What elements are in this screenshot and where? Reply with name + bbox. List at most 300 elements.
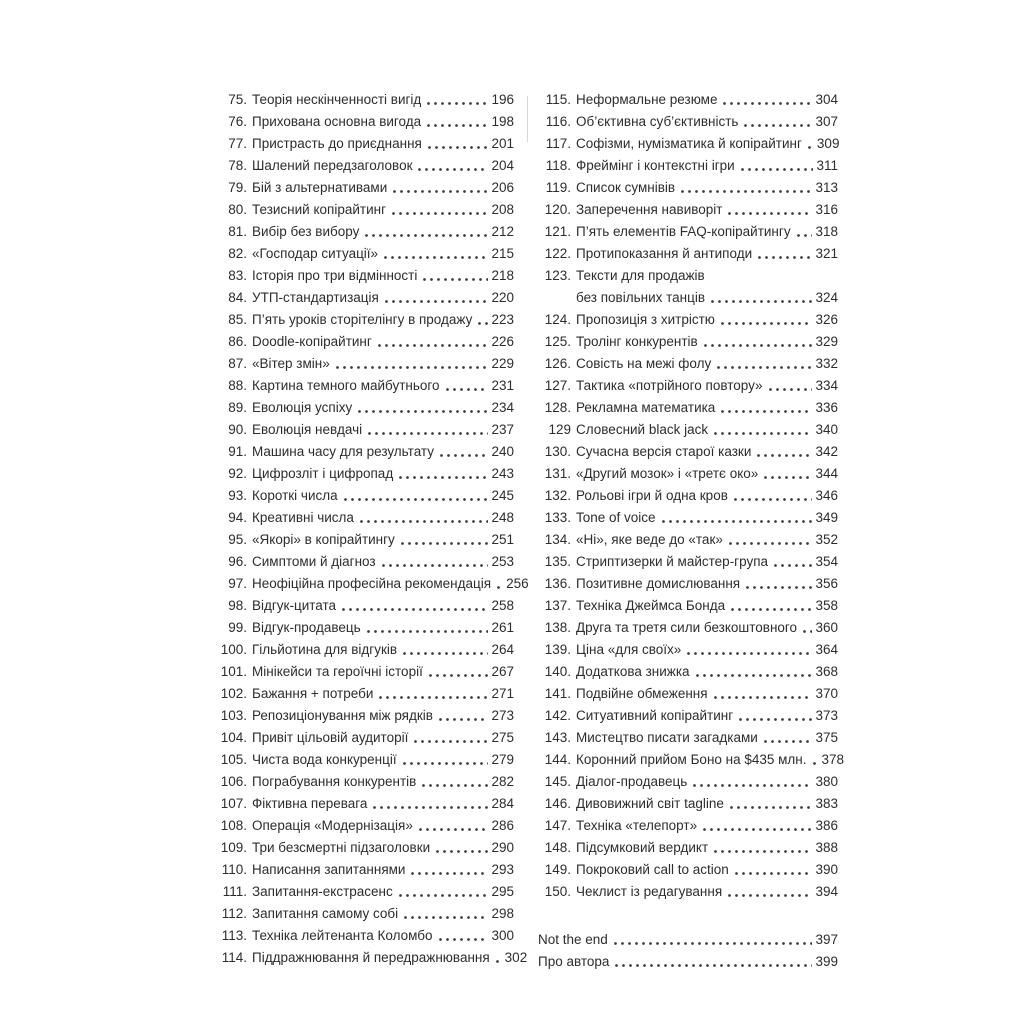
dot-leader <box>399 476 488 479</box>
entry-number: 148. <box>544 840 571 855</box>
entry-title: Совість на межі фолу <box>576 356 712 371</box>
entry-number: 82. <box>228 246 247 261</box>
entry-number: 103. <box>220 708 247 723</box>
entry-number: 79. <box>228 180 247 195</box>
dot-leader <box>411 872 488 875</box>
entry-title: Пристрасть до приєднання <box>252 136 422 151</box>
entry-title: Цифрозліт і цифропад <box>252 466 394 481</box>
dot-leader <box>614 942 813 945</box>
entry-number: 84. <box>228 290 247 305</box>
entry-title: Заперечення навиворіт <box>576 202 723 217</box>
entry-number: 104. <box>220 730 247 745</box>
entry-number: 83. <box>228 268 247 283</box>
toc-entry <box>538 792 838 814</box>
entry-page-number: 397 <box>815 932 838 947</box>
entry-title: Запитання-екстрасенс <box>252 884 393 899</box>
entry-page-number: 286 <box>491 818 514 833</box>
toc-entry <box>214 484 514 506</box>
entry-page-number: 251 <box>491 532 514 547</box>
entry-page-number: 336 <box>815 400 838 415</box>
toc-entry <box>214 726 514 748</box>
entry-number: 140. <box>544 664 571 679</box>
entry-page-number: 212 <box>491 224 514 239</box>
entry-page-number: 383 <box>815 796 838 811</box>
entry-title: Прихована основна вигода <box>252 114 422 129</box>
entry-page-number: 245 <box>491 488 514 503</box>
entry-page-number: 298 <box>491 906 514 921</box>
dot-leader <box>403 762 489 765</box>
toc-entry <box>214 198 514 220</box>
entry-number: 143. <box>544 730 571 745</box>
toc-entry <box>538 374 838 396</box>
entry-page-number: 302 <box>504 950 528 965</box>
toc-entry <box>214 528 514 550</box>
entry-number: 135. <box>544 554 571 569</box>
toc-entry <box>214 286 514 308</box>
dot-leader <box>662 520 813 523</box>
entry-title: Піддражнювання й передражнювання <box>252 950 490 965</box>
dot-leader <box>714 696 813 699</box>
entry-number: 121. <box>544 224 571 239</box>
toc-entry <box>214 352 514 374</box>
entry-number: 109. <box>220 840 247 855</box>
dot-leader <box>446 388 489 391</box>
dot-leader <box>797 234 813 237</box>
toc-entry <box>538 770 838 792</box>
entry-title: Відгук-цитата <box>252 598 337 613</box>
dot-leader <box>439 938 489 941</box>
entry-number: 146. <box>544 796 571 811</box>
entry-title: Тезисний копірайтинг <box>252 202 387 217</box>
dot-leader <box>735 872 813 875</box>
entry-title: Подвійне обмеження <box>576 686 708 701</box>
entry-title: Неофіційна професійна рекомендація <box>252 576 492 591</box>
entry-page-number: 344 <box>815 466 838 481</box>
dot-leader <box>704 344 813 347</box>
entry-page-number: 386 <box>815 818 838 833</box>
entry-title: Пограбування конкурентів <box>252 774 417 789</box>
entry-page-number: 279 <box>491 752 514 767</box>
entry-page-number: 295 <box>491 884 514 899</box>
entry-number: 85. <box>228 312 247 327</box>
entry-number: 149. <box>544 862 571 877</box>
entry-page-number: 340 <box>815 422 838 437</box>
dot-leader <box>764 476 812 479</box>
dot-leader <box>368 432 488 435</box>
entry-number: 114. <box>221 950 247 965</box>
entry-page-number: 229 <box>491 356 514 371</box>
entry-title: «Вітер змін» <box>252 356 330 371</box>
dot-leader <box>385 300 489 303</box>
entry-title: Рекламна математика <box>576 400 716 415</box>
entry-page-number: 264 <box>491 642 514 657</box>
entry-number: 93. <box>228 488 247 503</box>
entry-title: Гільйотина для відгуків <box>252 642 398 657</box>
entry-number: 76. <box>228 114 247 129</box>
entry-page-number: 284 <box>491 796 514 811</box>
toc-entry <box>214 880 514 902</box>
entry-page-number: 275 <box>491 730 514 745</box>
entry-title: Картина темного майбутнього <box>252 378 440 393</box>
entry-page-number: 354 <box>815 554 838 569</box>
dot-leader <box>687 652 812 655</box>
entry-page-number: 218 <box>491 268 514 283</box>
entry-page-number: 399 <box>815 954 838 969</box>
entry-page-number: 198 <box>491 114 514 129</box>
entry-page-number: 370 <box>815 686 838 701</box>
dot-leader <box>764 740 813 743</box>
toc-entry <box>214 902 514 924</box>
entry-page-number: 311 <box>816 158 838 173</box>
toc-entry <box>538 836 838 858</box>
toc-entry <box>214 396 514 418</box>
entry-page-number: 329 <box>815 334 838 349</box>
entry-page-number: 258 <box>491 598 514 613</box>
entry-number: 123. <box>544 268 571 283</box>
toc-entry <box>538 154 838 176</box>
entry-title: Дивовижний світ tagline <box>576 796 724 811</box>
entry-number: 127. <box>544 378 571 393</box>
entry-page-number: 334 <box>815 378 838 393</box>
toc-entry <box>214 858 514 880</box>
toc-entry <box>538 858 838 880</box>
toc-entry <box>214 792 514 814</box>
toc-entry <box>214 440 514 462</box>
toc-entry <box>538 950 838 972</box>
entry-number: 107. <box>220 796 247 811</box>
entry-title: Привіт цільовій аудиторії <box>252 730 409 745</box>
entry-number: 80. <box>228 202 247 217</box>
toc-entry <box>538 242 838 264</box>
entry-title: Покроковий call to action <box>576 862 729 877</box>
entry-title: Бажання + потреби <box>252 686 374 701</box>
dot-leader <box>497 586 503 589</box>
entry-title: Підсумковий вердикт <box>576 840 709 855</box>
toc-entry <box>538 352 838 374</box>
toc-entry <box>214 704 514 726</box>
dot-leader <box>723 102 812 105</box>
dot-leader <box>393 190 488 193</box>
entry-title: «Господар ситуації» <box>252 246 379 261</box>
toc-entry <box>538 286 838 308</box>
entry-page-number: 316 <box>815 202 838 217</box>
toc-entry <box>214 264 514 286</box>
dot-leader <box>427 102 488 105</box>
toc-entry <box>214 616 514 638</box>
toc-entry <box>538 506 838 528</box>
entry-title: Вибір без вибору <box>252 224 360 239</box>
entry-title: Тролінг конкурентів <box>576 334 698 349</box>
toc-entry <box>214 462 514 484</box>
entry-page-number: 313 <box>815 180 838 195</box>
toc-column-right <box>538 88 845 972</box>
entry-title: Бій з альтернативами <box>252 180 388 195</box>
toc-entry <box>214 748 514 770</box>
entry-title: Doodle-копірайтинг <box>252 334 372 349</box>
entry-title: П’ять елементів FAQ-копірайтингу <box>576 224 791 239</box>
entry-number: 117. <box>545 136 571 151</box>
entry-page-number: 234 <box>491 400 514 415</box>
entry-title: Not the end <box>538 932 608 947</box>
entry-title: «Ні», яке веде до «так» <box>576 532 723 547</box>
toc-entry <box>538 396 838 418</box>
dot-leader <box>714 432 812 435</box>
dot-leader <box>711 300 812 303</box>
dot-leader <box>744 124 812 127</box>
entry-page-number: 380 <box>815 774 838 789</box>
entry-title: П’ять уроків сторітелінгу в продажу <box>252 312 473 327</box>
entry-page-number: 324 <box>815 290 838 305</box>
dot-leader <box>384 256 488 259</box>
toc-entry <box>538 264 838 286</box>
toc-entry <box>538 418 838 440</box>
entry-page-number: 321 <box>815 246 838 261</box>
toc-entry <box>214 682 514 704</box>
entry-number: 126. <box>544 356 571 371</box>
dot-leader <box>478 322 488 325</box>
dot-leader <box>731 608 812 611</box>
entry-number: 94. <box>228 510 247 525</box>
entry-number: 139. <box>544 642 571 657</box>
dot-leader <box>714 850 812 853</box>
entry-page-number: 240 <box>491 444 514 459</box>
dot-leader <box>741 168 814 171</box>
dot-leader <box>392 212 488 215</box>
entry-page-number: 375 <box>815 730 838 745</box>
entry-title: Три безсмертні підзаголовки <box>252 840 431 855</box>
entry-title: «Якорі» в копірайтингу <box>252 532 395 547</box>
entry-page-number: 352 <box>815 532 838 547</box>
entry-title: Запитання самому собі <box>252 906 399 921</box>
entry-title: УТП-стандартизація <box>252 290 379 305</box>
entry-title: Фреймінг і контекстні ігри <box>576 158 735 173</box>
toc-entry <box>214 242 514 264</box>
entry-title: Еволюція невдачі <box>252 422 363 437</box>
entry-page-number: 300 <box>491 928 514 943</box>
entry-page-number: 304 <box>815 92 838 107</box>
entry-number: 95. <box>228 532 247 547</box>
toc-entry <box>538 220 838 242</box>
dot-leader <box>382 564 489 567</box>
entry-page-number: 346 <box>815 488 838 503</box>
entry-number: 144. <box>544 752 571 767</box>
entry-number: 98. <box>228 598 247 613</box>
entry-title: Мистецтво писати загадками <box>576 730 758 745</box>
toc-entry <box>214 374 514 396</box>
entry-title: Чиста вода конкуренції <box>252 752 397 767</box>
entry-number: 122. <box>544 246 571 261</box>
toc-entry <box>214 660 514 682</box>
entry-title: Неформальне резюме <box>576 92 718 107</box>
entry-page-number: 206 <box>491 180 514 195</box>
toc-entry <box>538 594 838 616</box>
toc-footer <box>538 928 838 972</box>
entry-page-number: 231 <box>491 378 514 393</box>
dot-leader <box>373 806 488 809</box>
entry-title: Tone of voice <box>576 510 656 525</box>
entry-title: Рольові ігри й одна кров <box>576 488 728 503</box>
entry-page-number: 226 <box>491 334 514 349</box>
entry-number: 150. <box>544 884 571 899</box>
entry-page-number: 220 <box>491 290 514 305</box>
dot-leader <box>615 964 812 967</box>
entry-page-number: 388 <box>815 840 838 855</box>
entry-title: Відгук-продавець <box>252 620 361 635</box>
dot-leader <box>729 542 813 545</box>
entry-title: Об’єктивна суб’єктивність <box>576 114 739 129</box>
entry-page-number: 332 <box>815 356 838 371</box>
toc-entry <box>538 528 838 550</box>
entry-page-number: 390 <box>815 862 838 877</box>
entry-page-number: 253 <box>491 554 514 569</box>
dot-leader <box>429 674 489 677</box>
toc-entry <box>538 330 838 352</box>
dot-leader <box>758 256 812 259</box>
entry-title: Ціна «для своїх» <box>576 642 682 657</box>
entry-number: 88. <box>228 378 247 393</box>
entry-page-number: 208 <box>491 202 514 217</box>
dot-leader <box>336 366 489 369</box>
toc-entry <box>538 176 838 198</box>
entry-page-number: 373 <box>815 708 838 723</box>
toc-entry <box>538 616 838 638</box>
entry-page-number: 204 <box>491 158 514 173</box>
toc-entry <box>538 726 838 748</box>
toc-entry <box>214 924 514 946</box>
entry-number: 87. <box>228 356 247 371</box>
dot-leader <box>358 410 488 413</box>
toc-entry <box>538 748 845 770</box>
toc-entry <box>214 220 514 242</box>
entry-title: Тактика «потрійного повтору» <box>576 378 763 393</box>
entry-title: Протипоказання й антиподи <box>576 246 753 261</box>
dot-leader <box>734 498 813 501</box>
dot-leader <box>403 652 488 655</box>
dot-leader <box>728 894 812 897</box>
entry-title: Машина часу для результату <box>252 444 434 459</box>
entry-number: 115. <box>545 92 571 107</box>
toc-entry <box>538 550 838 572</box>
entry-number: 138. <box>544 620 571 635</box>
entry-number: 75. <box>228 92 247 107</box>
entry-page-number: 394 <box>815 884 838 899</box>
dot-leader <box>717 366 812 369</box>
entry-page-number: 243 <box>491 466 514 481</box>
dot-leader <box>439 718 489 721</box>
entry-title: Про автора <box>538 954 610 969</box>
dot-leader <box>414 740 488 743</box>
entry-number: 118. <box>545 158 571 173</box>
entry-title: Тексти для продажів <box>576 268 705 283</box>
entry-title: Еволюція успіху <box>252 400 353 415</box>
dot-leader <box>419 828 489 831</box>
entry-title: «Другий мозок» і «третє око» <box>576 466 759 481</box>
toc-entry <box>214 946 528 968</box>
entry-number: 112. <box>221 906 247 921</box>
entry-page-number: 248 <box>491 510 514 525</box>
entry-title: Короткі числа <box>252 488 338 503</box>
dot-leader <box>436 850 488 853</box>
toc-entry <box>538 308 838 330</box>
entry-number: 77. <box>228 136 247 151</box>
entry-number: 111. <box>222 884 247 899</box>
entry-number: 89. <box>228 400 247 415</box>
dot-leader <box>367 630 489 633</box>
entry-number: 116. <box>545 114 571 129</box>
toc-entry <box>214 572 529 594</box>
dot-leader <box>681 190 812 193</box>
entry-number: 132. <box>544 488 571 503</box>
entry-number: 100. <box>220 642 247 657</box>
dot-leader <box>728 212 812 215</box>
toc-entry <box>538 88 838 110</box>
dot-leader <box>496 960 502 963</box>
dot-leader <box>739 718 812 721</box>
toc-entry <box>538 660 838 682</box>
dot-leader <box>757 454 812 457</box>
entry-number: 137. <box>544 598 571 613</box>
entry-title: Шалений передзаголовок <box>252 158 413 173</box>
toc-entry <box>214 836 514 858</box>
entry-page-number: 356 <box>815 576 838 591</box>
toc-entry <box>214 418 514 440</box>
entry-title: Додаткова знижка <box>576 664 690 679</box>
entry-title: Мінікейси та героїчні історії <box>252 664 423 679</box>
dot-leader <box>703 828 812 831</box>
entry-number: 108. <box>220 818 247 833</box>
toc-entry <box>214 132 514 154</box>
entry-page-number: 290 <box>491 840 514 855</box>
entry-page-number: 360 <box>815 620 838 635</box>
entry-title: Пропозиція з хитрістю <box>576 312 715 327</box>
entry-page-number: 378 <box>821 752 845 767</box>
entry-number: 81. <box>228 224 247 239</box>
entry-title: Симптоми й діагноз <box>252 554 376 569</box>
entry-title: Софізми, нумізматика й копірайтинг <box>576 136 802 151</box>
toc-entry <box>214 550 514 572</box>
entry-page-number: 368 <box>815 664 838 679</box>
entry-page-number: 267 <box>491 664 514 679</box>
dot-leader <box>808 146 814 149</box>
dot-leader <box>428 146 489 149</box>
dot-leader <box>360 520 489 523</box>
dot-leader <box>422 784 488 787</box>
entry-number: 101. <box>220 664 247 679</box>
toc-entry <box>538 462 838 484</box>
entry-title: Фіктивна перевага <box>252 796 368 811</box>
entry-title: Техніка лейтенанта Коломбо <box>252 928 433 943</box>
entry-page-number: 318 <box>815 224 838 239</box>
entry-page-number: 256 <box>506 576 529 591</box>
entry-page-number: 223 <box>491 312 514 327</box>
entry-number: 124. <box>544 312 571 327</box>
dot-leader <box>344 498 489 501</box>
entry-number: 90. <box>228 422 247 437</box>
entry-number: 125. <box>544 334 571 349</box>
toc-entry <box>214 176 514 198</box>
entry-title: Список сумнівів <box>576 180 676 195</box>
entry-number: 120. <box>544 202 571 217</box>
dot-leader <box>693 784 812 787</box>
toc-entry <box>214 330 514 352</box>
entry-number: 145. <box>544 774 571 789</box>
dot-leader <box>379 696 488 699</box>
toc-entry <box>214 814 514 836</box>
entry-number: 102. <box>220 686 247 701</box>
entry-number: 97. <box>228 576 247 591</box>
entry-title: Діалог-продавець <box>576 774 688 789</box>
toc-entry <box>214 506 514 528</box>
